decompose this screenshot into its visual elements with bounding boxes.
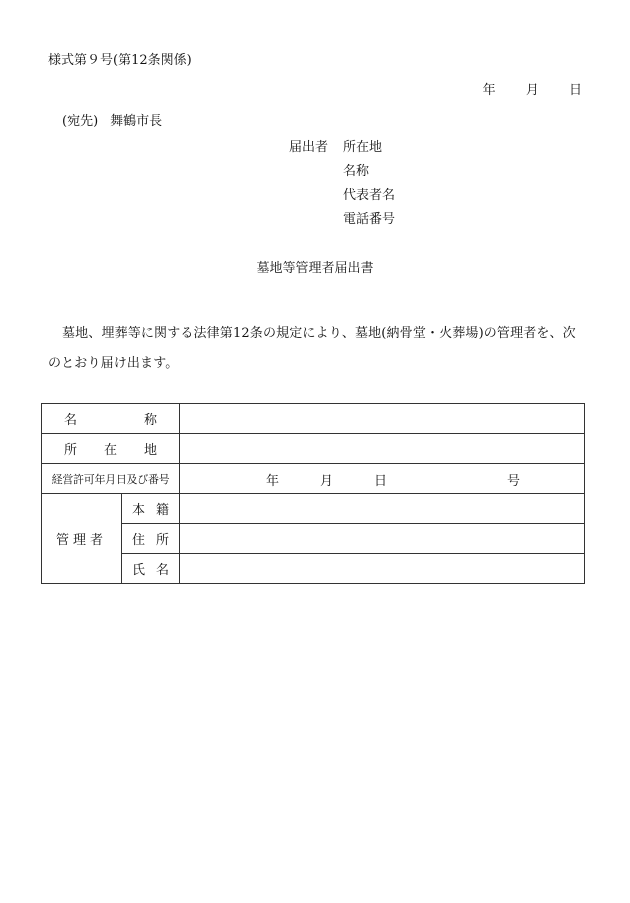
location-value-cell[interactable] <box>180 434 585 464</box>
addressee <box>62 114 162 130</box>
permit-label: 経営許可年月日及び番号 <box>42 464 180 494</box>
manager-domicile-label: 本籍 <box>122 494 180 524</box>
addressee-name: 舞鶴市長 <box>110 114 163 129</box>
name-value-cell[interactable] <box>180 404 585 434</box>
applicant-label: 届出者 <box>289 140 329 155</box>
table-row <box>42 494 585 524</box>
permit-day-label: 日 <box>374 474 388 489</box>
body-paragraph: 墓地、埋葬等に関する法律第12条の規定により、墓地(納骨堂・火葬場)の管理者を、次のとおり届け出ます。 <box>48 326 576 371</box>
table-row <box>42 554 585 584</box>
table-row <box>42 524 585 554</box>
permit-value-cell[interactable] <box>180 464 585 494</box>
manager-label: 管理者 <box>42 494 122 584</box>
applicant-field-name: 名称 <box>343 164 370 179</box>
manager-name-cell[interactable] <box>180 554 585 584</box>
document-title: 墓地等管理者届出書 <box>256 261 374 276</box>
applicant-field-phone: 電話番号 <box>343 212 396 227</box>
applicant-fields <box>343 140 395 236</box>
permit-year-label: 年 <box>266 474 280 489</box>
date-day-label: 日 <box>568 83 582 98</box>
table-row <box>42 404 585 434</box>
location-label: 所在地 <box>42 434 180 464</box>
permit-month-label: 月 <box>320 474 334 489</box>
info-table <box>41 403 585 584</box>
addressee-prefix: (宛先) <box>62 114 99 129</box>
date-month-label: 月 <box>525 83 539 98</box>
table-row <box>42 464 585 494</box>
date-year-label: 年 <box>482 83 496 98</box>
manager-address-label: 住所 <box>122 524 180 554</box>
manager-name-label: 氏名 <box>122 554 180 584</box>
applicant-field-representative: 代表者名 <box>343 188 396 203</box>
manager-address-cell[interactable] <box>180 524 585 554</box>
table-row <box>42 434 585 464</box>
applicant-field-address: 所在地 <box>343 140 383 155</box>
name-label: 名 称 <box>42 404 180 434</box>
permit-number-label: 号 <box>507 474 521 489</box>
manager-domicile-cell[interactable] <box>180 494 585 524</box>
form-number: 様式第９号(第12条関係) <box>48 53 192 68</box>
date-line <box>457 83 582 99</box>
